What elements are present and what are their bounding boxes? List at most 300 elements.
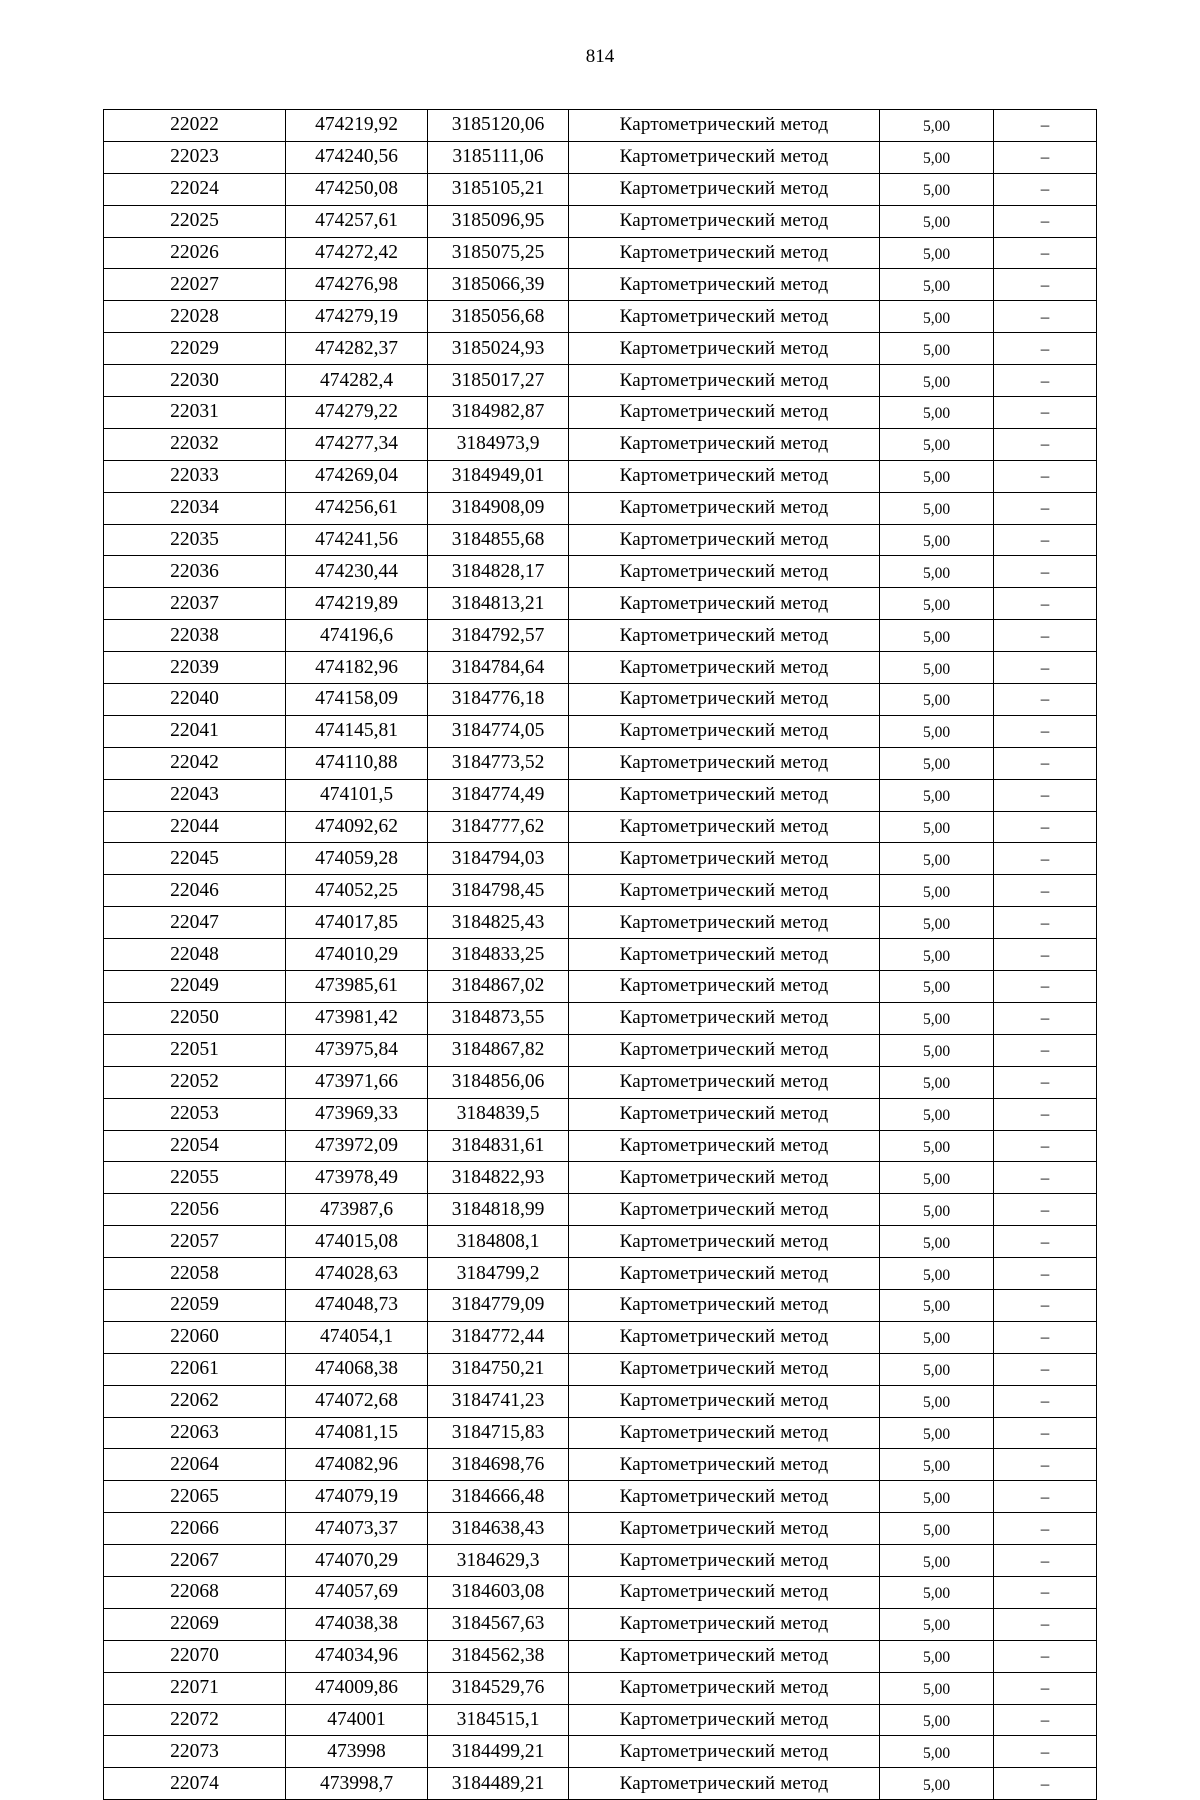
error-cell: 5,00 — [880, 333, 994, 365]
x-coordinate-cell: 474048,73 — [286, 1289, 428, 1321]
x-coordinate-cell: 474057,69 — [286, 1576, 428, 1608]
note-cell: – — [994, 1226, 1097, 1258]
error-cell: 5,00 — [880, 715, 994, 747]
note-cell: – — [994, 1385, 1097, 1417]
note-cell: – — [994, 1768, 1097, 1800]
method-cell: Картометрический метод — [569, 428, 880, 460]
y-coordinate-cell: 3185120,06 — [428, 110, 569, 142]
table-row — [104, 333, 1097, 365]
method-cell: Картометрический метод — [569, 1736, 880, 1768]
point-id-cell: 22034 — [104, 492, 286, 524]
point-id-cell: 22041 — [104, 715, 286, 747]
x-coordinate-cell: 474272,42 — [286, 237, 428, 269]
point-id-cell: 22045 — [104, 843, 286, 875]
note-cell: – — [994, 428, 1097, 460]
method-cell: Картометрический метод — [569, 1481, 880, 1513]
x-coordinate-cell: 474250,08 — [286, 173, 428, 205]
table-row — [104, 747, 1097, 779]
point-id-cell: 22022 — [104, 110, 286, 142]
error-cell: 5,00 — [880, 556, 994, 588]
error-cell: 5,00 — [880, 173, 994, 205]
method-cell: Картометрический метод — [569, 747, 880, 779]
y-coordinate-cell: 3184808,1 — [428, 1226, 569, 1258]
error-cell: 5,00 — [880, 365, 994, 397]
point-id-cell: 22043 — [104, 779, 286, 811]
error-cell: 5,00 — [880, 652, 994, 684]
note-cell: – — [994, 1258, 1097, 1290]
x-coordinate-cell: 474219,92 — [286, 110, 428, 142]
point-id-cell: 22037 — [104, 588, 286, 620]
error-cell: 5,00 — [880, 1130, 994, 1162]
point-id-cell: 22065 — [104, 1481, 286, 1513]
x-coordinate-cell: 473998 — [286, 1736, 428, 1768]
point-id-cell: 22052 — [104, 1066, 286, 1098]
y-coordinate-cell: 3184825,43 — [428, 907, 569, 939]
note-cell: – — [994, 492, 1097, 524]
method-cell: Картометрический метод — [569, 1545, 880, 1577]
point-id-cell: 22030 — [104, 365, 286, 397]
method-cell: Картометрический метод — [569, 811, 880, 843]
y-coordinate-cell: 3184831,61 — [428, 1130, 569, 1162]
note-cell: – — [994, 939, 1097, 971]
table-row — [104, 428, 1097, 460]
error-cell: 5,00 — [880, 1289, 994, 1321]
method-cell: Картометрический метод — [569, 173, 880, 205]
error-cell: 5,00 — [880, 1226, 994, 1258]
table-row — [104, 811, 1097, 843]
note-cell: – — [994, 1002, 1097, 1034]
method-cell: Картометрический метод — [569, 620, 880, 652]
method-cell: Картометрический метод — [569, 301, 880, 333]
y-coordinate-cell: 3184908,09 — [428, 492, 569, 524]
table-row — [104, 301, 1097, 333]
method-cell: Картометрический метод — [569, 588, 880, 620]
error-cell: 5,00 — [880, 1608, 994, 1640]
x-coordinate-cell: 473969,33 — [286, 1098, 428, 1130]
point-id-cell: 22024 — [104, 173, 286, 205]
y-coordinate-cell: 3184855,68 — [428, 524, 569, 556]
y-coordinate-cell: 3184833,25 — [428, 939, 569, 971]
x-coordinate-cell: 473998,7 — [286, 1768, 428, 1800]
y-coordinate-cell: 3184499,21 — [428, 1736, 569, 1768]
x-coordinate-cell: 474059,28 — [286, 843, 428, 875]
table-row — [104, 1289, 1097, 1321]
table-row — [104, 237, 1097, 269]
note-cell: – — [994, 524, 1097, 556]
method-cell: Картометрический метод — [569, 269, 880, 301]
x-coordinate-cell: 473978,49 — [286, 1162, 428, 1194]
method-cell: Картометрический метод — [569, 524, 880, 556]
x-coordinate-cell: 473972,09 — [286, 1130, 428, 1162]
table-row — [104, 620, 1097, 652]
method-cell: Картометрический метод — [569, 1353, 880, 1385]
table-row — [104, 1513, 1097, 1545]
error-cell: 5,00 — [880, 237, 994, 269]
x-coordinate-cell: 474279,19 — [286, 301, 428, 333]
y-coordinate-cell: 3184715,83 — [428, 1417, 569, 1449]
error-cell: 5,00 — [880, 1545, 994, 1577]
point-id-cell: 22031 — [104, 397, 286, 429]
y-coordinate-cell: 3184794,03 — [428, 843, 569, 875]
point-id-cell: 22048 — [104, 939, 286, 971]
point-id-cell: 22023 — [104, 141, 286, 173]
y-coordinate-cell: 3184567,63 — [428, 1608, 569, 1640]
error-cell: 5,00 — [880, 843, 994, 875]
method-cell: Картометрический метод — [569, 1768, 880, 1800]
note-cell: – — [994, 1481, 1097, 1513]
point-id-cell: 22047 — [104, 907, 286, 939]
table-row — [104, 684, 1097, 716]
table-row — [104, 1066, 1097, 1098]
note-cell: – — [994, 1672, 1097, 1704]
error-cell: 5,00 — [880, 1258, 994, 1290]
note-cell: – — [994, 652, 1097, 684]
error-cell: 5,00 — [880, 684, 994, 716]
error-cell: 5,00 — [880, 524, 994, 556]
x-coordinate-cell: 474145,81 — [286, 715, 428, 747]
y-coordinate-cell: 3185096,95 — [428, 205, 569, 237]
table-row — [104, 1545, 1097, 1577]
y-coordinate-cell: 3184666,48 — [428, 1481, 569, 1513]
x-coordinate-cell: 474054,1 — [286, 1321, 428, 1353]
point-id-cell: 22064 — [104, 1449, 286, 1481]
table-row — [104, 1768, 1097, 1800]
x-coordinate-cell: 474017,85 — [286, 907, 428, 939]
x-coordinate-cell: 474240,56 — [286, 141, 428, 173]
x-coordinate-cell: 474001 — [286, 1704, 428, 1736]
table-row — [104, 1481, 1097, 1513]
y-coordinate-cell: 3184773,52 — [428, 747, 569, 779]
point-id-cell: 22040 — [104, 684, 286, 716]
y-coordinate-cell: 3184799,2 — [428, 1258, 569, 1290]
x-coordinate-cell: 474072,68 — [286, 1385, 428, 1417]
table-row — [104, 1736, 1097, 1768]
error-cell: 5,00 — [880, 939, 994, 971]
table-row — [104, 397, 1097, 429]
error-cell: 5,00 — [880, 1162, 994, 1194]
point-id-cell: 22051 — [104, 1034, 286, 1066]
error-cell: 5,00 — [880, 492, 994, 524]
note-cell: – — [994, 811, 1097, 843]
y-coordinate-cell: 3184867,02 — [428, 971, 569, 1003]
point-id-cell: 22038 — [104, 620, 286, 652]
error-cell: 5,00 — [880, 620, 994, 652]
note-cell: – — [994, 1194, 1097, 1226]
note-cell: – — [994, 1608, 1097, 1640]
y-coordinate-cell: 3184822,93 — [428, 1162, 569, 1194]
method-cell: Картометрический метод — [569, 1258, 880, 1290]
y-coordinate-cell: 3184856,06 — [428, 1066, 569, 1098]
note-cell: – — [994, 1449, 1097, 1481]
error-cell: 5,00 — [880, 1640, 994, 1672]
note-cell: – — [994, 1513, 1097, 1545]
x-coordinate-cell: 474282,37 — [286, 333, 428, 365]
x-coordinate-cell: 474038,38 — [286, 1608, 428, 1640]
method-cell: Картометрический метод — [569, 1321, 880, 1353]
point-id-cell: 22026 — [104, 237, 286, 269]
method-cell: Картометрический метод — [569, 1034, 880, 1066]
table-row — [104, 1130, 1097, 1162]
point-id-cell: 22061 — [104, 1353, 286, 1385]
x-coordinate-cell: 474230,44 — [286, 556, 428, 588]
method-cell: Картометрический метод — [569, 1704, 880, 1736]
point-id-cell: 22056 — [104, 1194, 286, 1226]
error-cell: 5,00 — [880, 1704, 994, 1736]
table-row — [104, 779, 1097, 811]
note-cell: – — [994, 715, 1097, 747]
x-coordinate-cell: 474070,29 — [286, 1545, 428, 1577]
table-row — [104, 1704, 1097, 1736]
error-cell: 5,00 — [880, 588, 994, 620]
table-row — [104, 269, 1097, 301]
note-cell: – — [994, 1736, 1097, 1768]
note-cell: – — [994, 1704, 1097, 1736]
table-row — [104, 1385, 1097, 1417]
method-cell: Картометрический метод — [569, 939, 880, 971]
table-row — [104, 652, 1097, 684]
y-coordinate-cell: 3184638,43 — [428, 1513, 569, 1545]
note-cell: – — [994, 1162, 1097, 1194]
y-coordinate-cell: 3184949,01 — [428, 460, 569, 492]
point-id-cell: 22073 — [104, 1736, 286, 1768]
y-coordinate-cell: 3184873,55 — [428, 1002, 569, 1034]
point-id-cell: 22044 — [104, 811, 286, 843]
point-id-cell: 22060 — [104, 1321, 286, 1353]
y-coordinate-cell: 3185017,27 — [428, 365, 569, 397]
point-id-cell: 22063 — [104, 1417, 286, 1449]
table-row — [104, 971, 1097, 1003]
point-id-cell: 22039 — [104, 652, 286, 684]
method-cell: Картометрический метод — [569, 1289, 880, 1321]
x-coordinate-cell: 473985,61 — [286, 971, 428, 1003]
table-row — [104, 110, 1097, 142]
note-cell: – — [994, 1289, 1097, 1321]
method-cell: Картометрический метод — [569, 875, 880, 907]
method-cell: Картометрический метод — [569, 397, 880, 429]
method-cell: Картометрический метод — [569, 907, 880, 939]
error-cell: 5,00 — [880, 1066, 994, 1098]
note-cell: – — [994, 460, 1097, 492]
table-row — [104, 1576, 1097, 1608]
table-row — [104, 365, 1097, 397]
error-cell: 5,00 — [880, 971, 994, 1003]
x-coordinate-cell: 474277,34 — [286, 428, 428, 460]
point-id-cell: 22053 — [104, 1098, 286, 1130]
y-coordinate-cell: 3184772,44 — [428, 1321, 569, 1353]
x-coordinate-cell: 474241,56 — [286, 524, 428, 556]
point-id-cell: 22032 — [104, 428, 286, 460]
note-cell: – — [994, 779, 1097, 811]
y-coordinate-cell: 3185024,93 — [428, 333, 569, 365]
point-id-cell: 22033 — [104, 460, 286, 492]
note-cell: – — [994, 1130, 1097, 1162]
method-cell: Картометрический метод — [569, 1002, 880, 1034]
table-row — [104, 1002, 1097, 1034]
error-cell: 5,00 — [880, 269, 994, 301]
x-coordinate-cell: 474082,96 — [286, 1449, 428, 1481]
y-coordinate-cell: 3185075,25 — [428, 237, 569, 269]
table-row — [104, 715, 1097, 747]
y-coordinate-cell: 3185105,21 — [428, 173, 569, 205]
y-coordinate-cell: 3185111,06 — [428, 141, 569, 173]
y-coordinate-cell: 3184792,57 — [428, 620, 569, 652]
table-row — [104, 588, 1097, 620]
x-coordinate-cell: 474015,08 — [286, 1226, 428, 1258]
point-id-cell: 22025 — [104, 205, 286, 237]
table-row — [104, 875, 1097, 907]
y-coordinate-cell: 3184562,38 — [428, 1640, 569, 1672]
error-cell: 5,00 — [880, 779, 994, 811]
y-coordinate-cell: 3184798,45 — [428, 875, 569, 907]
method-cell: Картометрический метод — [569, 1672, 880, 1704]
table-row — [104, 141, 1097, 173]
error-cell: 5,00 — [880, 811, 994, 843]
note-cell: – — [994, 205, 1097, 237]
table-row — [104, 1353, 1097, 1385]
error-cell: 5,00 — [880, 1736, 994, 1768]
table-row — [104, 1449, 1097, 1481]
method-cell: Картометрический метод — [569, 652, 880, 684]
x-coordinate-cell: 474092,62 — [286, 811, 428, 843]
table-row — [104, 1417, 1097, 1449]
error-cell: 5,00 — [880, 301, 994, 333]
x-coordinate-cell: 474279,22 — [286, 397, 428, 429]
y-coordinate-cell: 3184603,08 — [428, 1576, 569, 1608]
point-id-cell: 22066 — [104, 1513, 286, 1545]
table-row — [104, 460, 1097, 492]
error-cell: 5,00 — [880, 1449, 994, 1481]
method-cell: Картометрический метод — [569, 205, 880, 237]
x-coordinate-cell: 474079,19 — [286, 1481, 428, 1513]
error-cell: 5,00 — [880, 397, 994, 429]
method-cell: Картометрический метод — [569, 843, 880, 875]
table-row — [104, 1640, 1097, 1672]
y-coordinate-cell: 3184515,1 — [428, 1704, 569, 1736]
method-cell: Картометрический метод — [569, 779, 880, 811]
note-cell: – — [994, 1034, 1097, 1066]
method-cell: Картометрический метод — [569, 1066, 880, 1098]
note-cell: – — [994, 1576, 1097, 1608]
x-coordinate-cell: 474034,96 — [286, 1640, 428, 1672]
point-id-cell: 22055 — [104, 1162, 286, 1194]
y-coordinate-cell: 3184784,64 — [428, 652, 569, 684]
y-coordinate-cell: 3184779,09 — [428, 1289, 569, 1321]
note-cell: – — [994, 269, 1097, 301]
x-coordinate-cell: 473971,66 — [286, 1066, 428, 1098]
method-cell: Картометрический метод — [569, 1513, 880, 1545]
error-cell: 5,00 — [880, 747, 994, 779]
note-cell: – — [994, 1417, 1097, 1449]
x-coordinate-cell: 474257,61 — [286, 205, 428, 237]
table-row — [104, 1672, 1097, 1704]
method-cell: Картометрический метод — [569, 1640, 880, 1672]
x-coordinate-cell: 474182,96 — [286, 652, 428, 684]
note-cell: – — [994, 237, 1097, 269]
method-cell: Картометрический метод — [569, 1608, 880, 1640]
note-cell: – — [994, 301, 1097, 333]
method-cell: Картометрический метод — [569, 1576, 880, 1608]
method-cell: Картометрический метод — [569, 971, 880, 1003]
table-row — [104, 1258, 1097, 1290]
note-cell: – — [994, 907, 1097, 939]
y-coordinate-cell: 3185066,39 — [428, 269, 569, 301]
x-coordinate-cell: 474256,61 — [286, 492, 428, 524]
x-coordinate-cell: 474269,04 — [286, 460, 428, 492]
method-cell: Картометрический метод — [569, 1226, 880, 1258]
x-coordinate-cell: 474196,6 — [286, 620, 428, 652]
note-cell: – — [994, 875, 1097, 907]
note-cell: – — [994, 365, 1097, 397]
point-id-cell: 22067 — [104, 1545, 286, 1577]
note-cell: – — [994, 684, 1097, 716]
method-cell: Картометрический метод — [569, 1449, 880, 1481]
point-id-cell: 22046 — [104, 875, 286, 907]
error-cell: 5,00 — [880, 1002, 994, 1034]
table-row — [104, 907, 1097, 939]
method-cell: Картометрический метод — [569, 1385, 880, 1417]
note-cell: – — [994, 141, 1097, 173]
x-coordinate-cell: 474158,09 — [286, 684, 428, 716]
x-coordinate-cell: 473981,42 — [286, 1002, 428, 1034]
method-cell: Картометрический метод — [569, 715, 880, 747]
table-row — [104, 843, 1097, 875]
table-row — [104, 524, 1097, 556]
error-cell: 5,00 — [880, 205, 994, 237]
error-cell: 5,00 — [880, 460, 994, 492]
point-id-cell: 22058 — [104, 1258, 286, 1290]
point-id-cell: 22049 — [104, 971, 286, 1003]
x-coordinate-cell: 474073,37 — [286, 1513, 428, 1545]
error-cell: 5,00 — [880, 875, 994, 907]
point-id-cell: 22027 — [104, 269, 286, 301]
y-coordinate-cell: 3184867,82 — [428, 1034, 569, 1066]
error-cell: 5,00 — [880, 1194, 994, 1226]
point-id-cell: 22072 — [104, 1704, 286, 1736]
y-coordinate-cell: 3184698,76 — [428, 1449, 569, 1481]
point-id-cell: 22054 — [104, 1130, 286, 1162]
point-id-cell: 22035 — [104, 524, 286, 556]
coordinates-table-body — [104, 110, 1097, 1800]
note-cell: – — [994, 843, 1097, 875]
error-cell: 5,00 — [880, 1098, 994, 1130]
point-id-cell: 22074 — [104, 1768, 286, 1800]
table-row — [104, 1226, 1097, 1258]
y-coordinate-cell: 3184741,23 — [428, 1385, 569, 1417]
note-cell: – — [994, 173, 1097, 205]
y-coordinate-cell: 3184629,3 — [428, 1545, 569, 1577]
point-id-cell: 22029 — [104, 333, 286, 365]
method-cell: Картометрический метод — [569, 1194, 880, 1226]
x-coordinate-cell: 474282,4 — [286, 365, 428, 397]
table-row — [104, 205, 1097, 237]
method-cell: Картометрический метод — [569, 110, 880, 142]
note-cell: – — [994, 1066, 1097, 1098]
y-coordinate-cell: 3184776,18 — [428, 684, 569, 716]
page-number: 814 — [585, 46, 615, 67]
point-id-cell: 22068 — [104, 1576, 286, 1608]
x-coordinate-cell: 474276,98 — [286, 269, 428, 301]
note-cell: – — [994, 1098, 1097, 1130]
x-coordinate-cell: 474101,5 — [286, 779, 428, 811]
error-cell: 5,00 — [880, 1321, 994, 1353]
method-cell: Картометрический метод — [569, 1417, 880, 1449]
x-coordinate-cell: 474010,29 — [286, 939, 428, 971]
x-coordinate-cell: 474081,15 — [286, 1417, 428, 1449]
point-id-cell: 22070 — [104, 1640, 286, 1672]
method-cell: Картометрический метод — [569, 1162, 880, 1194]
error-cell: 5,00 — [880, 1481, 994, 1513]
note-cell: – — [994, 397, 1097, 429]
